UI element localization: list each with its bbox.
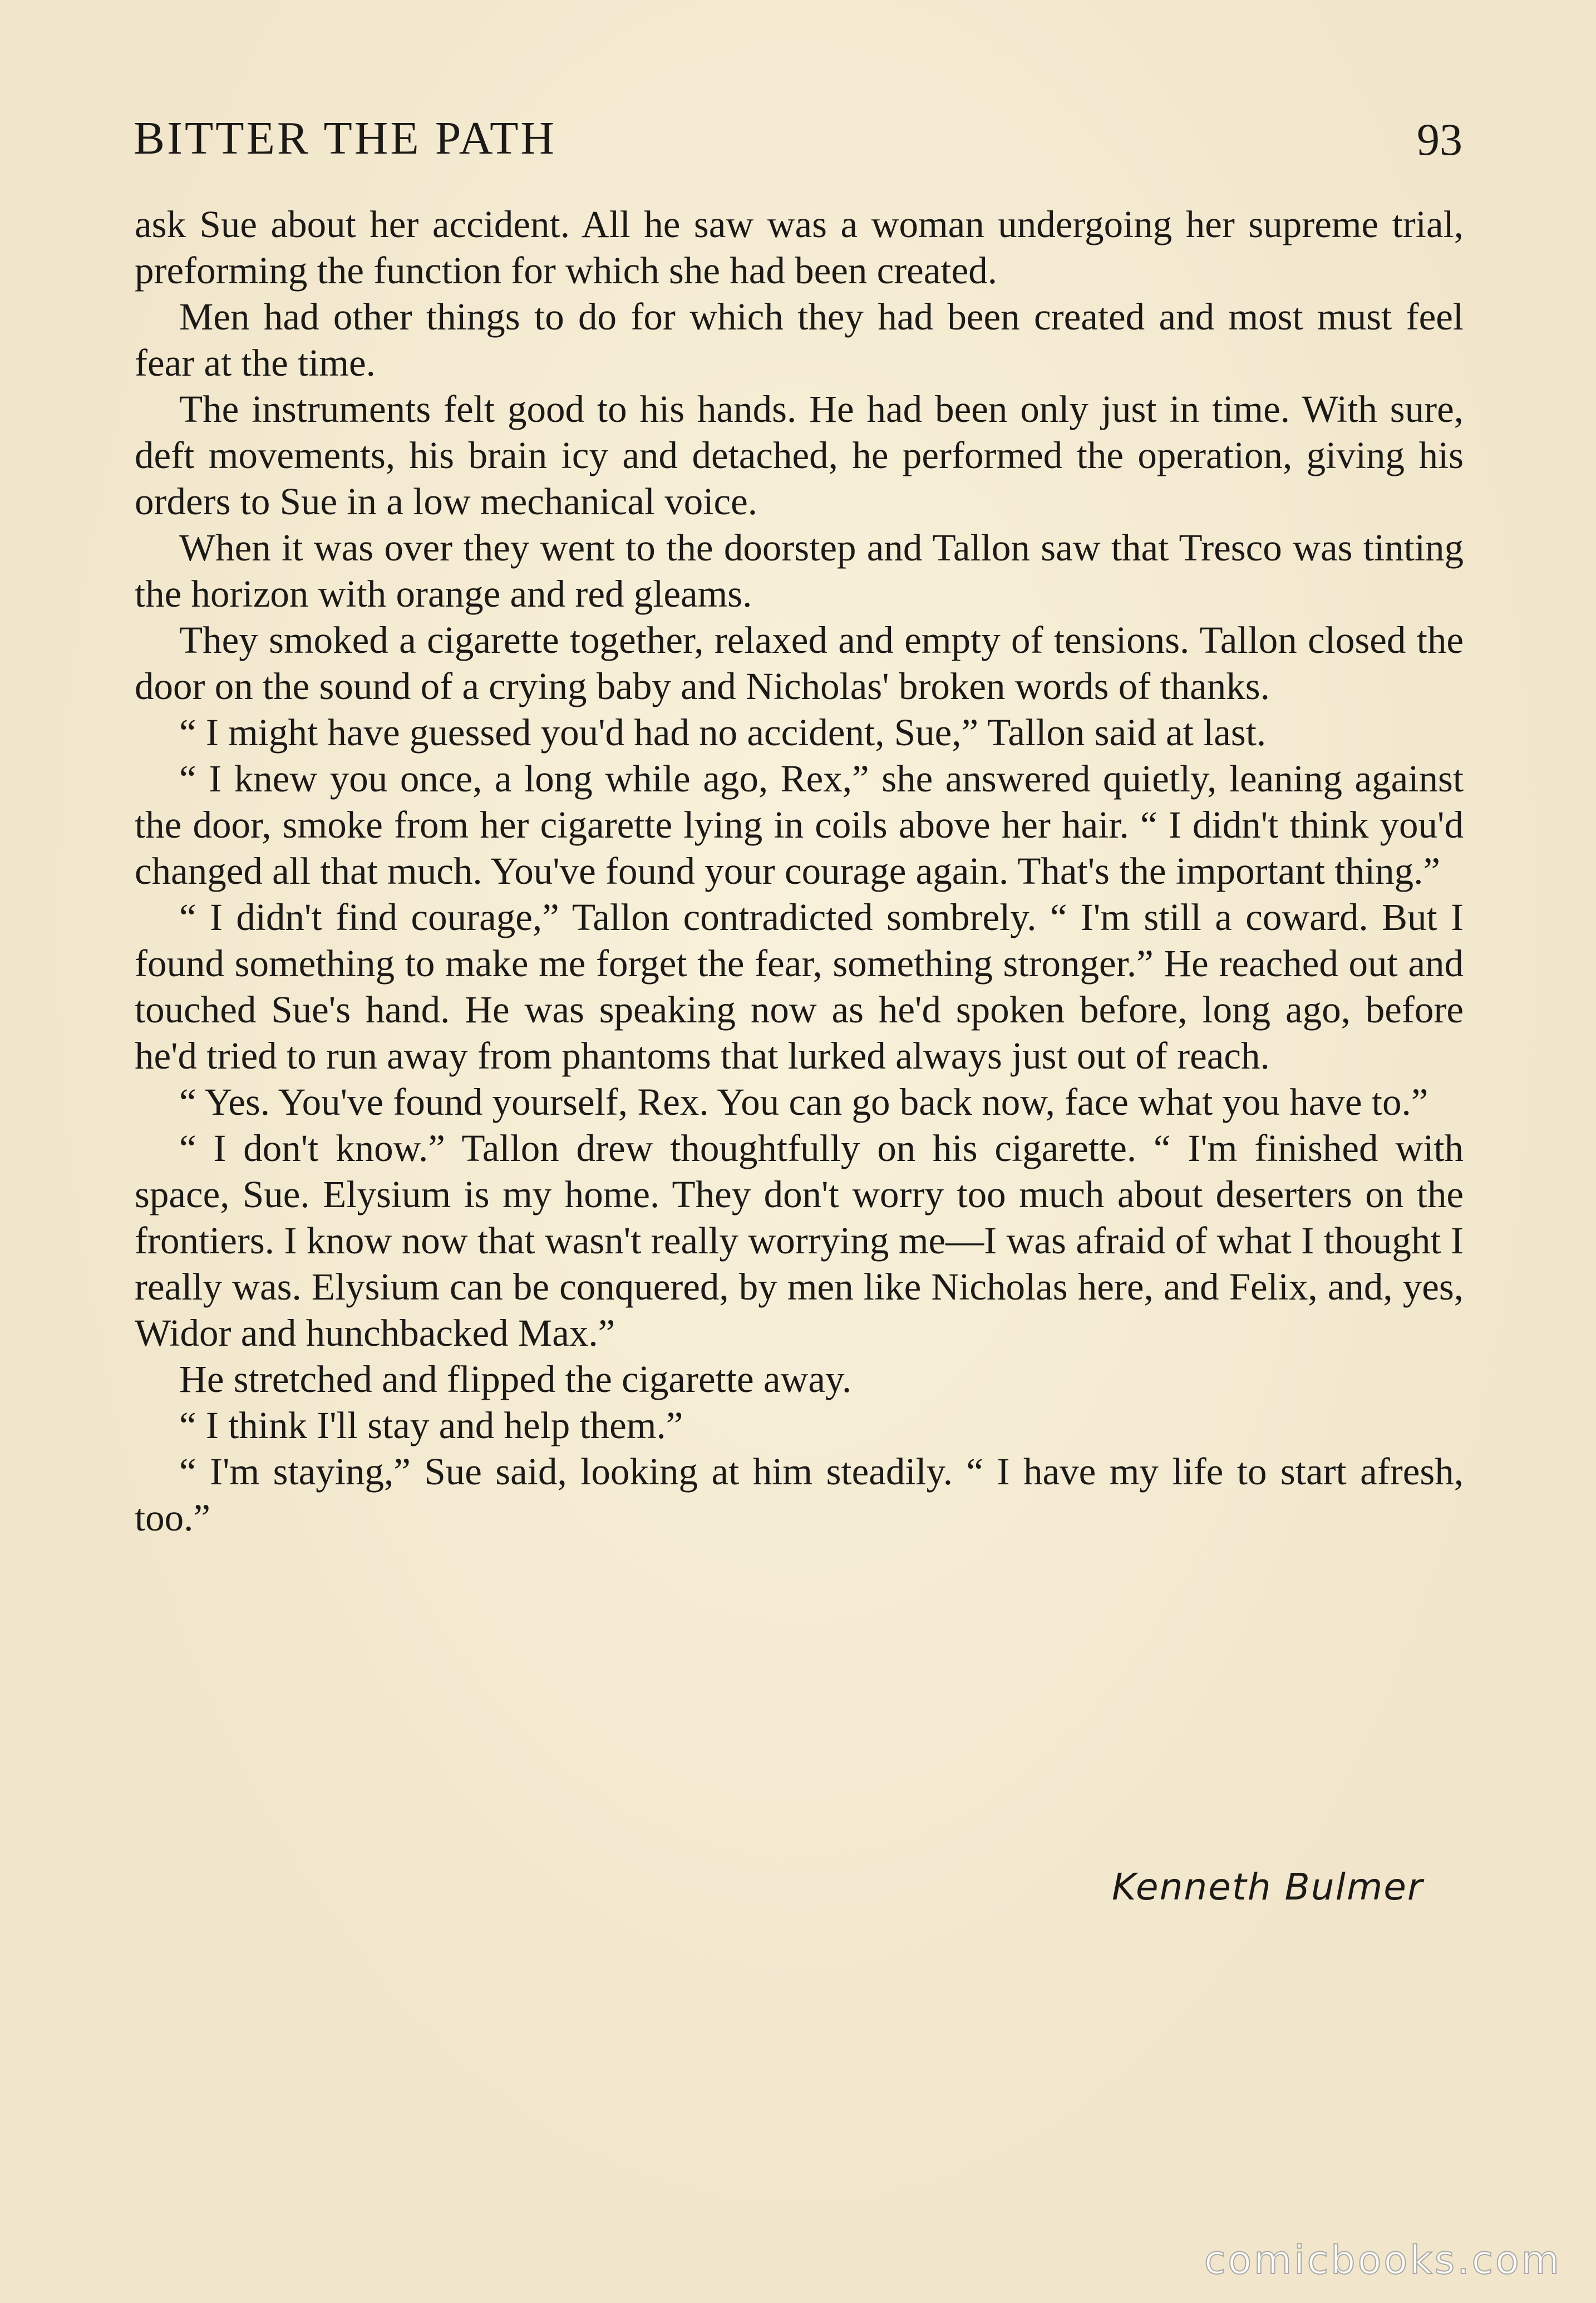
paragraph: When it was over they went to the doorstep and Tallon saw that Tresco was tinting the horizon with orange and red gleams.	[135, 526, 1464, 615]
paragraph: “ I might have guessed you'd had no accident, Sue,” Tallon said at last.	[179, 711, 1267, 754]
watermark: comicbooks.com	[1204, 2237, 1561, 2283]
page-number: 93	[1417, 114, 1462, 165]
paragraph: “ I don't know.” Tallon drew thoughtfully on his cigarette. “ I'm finished with space, Sue. Elysium is my home. They don't worry too much about deserters on the frontiers. I know now that wasn't really worrying me—I was afraid of what I thought I really was. Elysium can be conquered, by men like Nicholas here, and Felix, and, yes, Widor and hunchbacked Max.”	[135, 1127, 1464, 1354]
paragraph: “ I knew you once, a long while ago, Rex,” she answered quietly, leaning against the door, smoke from her cigarette lying in coils above her hair. “ I didn't think you'd changed all that much. You've found your courage again. That's the important thing.”	[135, 757, 1464, 892]
paragraph: “ I didn't find courage,” Tallon contradicted sombrely. “ I'm still a coward. But I found something to make me forget the fear, something stronger.” He reached out and touched Sue's hand. He was speaking now as he'd spoken before, long ago, before he'd tried to run away from phantoms that lurked always just out of reach.	[135, 896, 1464, 1077]
paragraph: The instruments felt good to his hands. He had been only just in time. With sure, deft movements, his brain icy and detached, he performed the operation, giving his orders to Sue in a low mechanical voice.	[135, 388, 1464, 523]
paragraph: Men had other things to do for which they had been created and most must feel fear at the time.	[135, 296, 1464, 384]
body-text	[135, 201, 1464, 1541]
paragraph: He stretched and flipped the cigarette away.	[179, 1358, 852, 1400]
running-head: BITTER THE PATH	[134, 112, 557, 164]
paragraph: “ I'm staying,” Sue said, looking at him steadily. “ I have my life to start afresh, too.”	[135, 1450, 1464, 1539]
author-byline: Kenneth Bulmer	[1112, 1866, 1423, 1908]
paragraph: “ I think I'll stay and help them.”	[179, 1404, 683, 1446]
paragraph: ask Sue about her accident. All he saw was a woman undergoing her supreme trial, preforming the function for which she had been created.	[135, 203, 1464, 292]
paragraph: “ Yes. You've found yourself, Rex. You can go back now, face what you have to.”	[179, 1081, 1428, 1123]
paragraph: They smoked a cigarette together, relaxed and empty of tensions. Tallon closed the door on the sound of a crying baby and Nicholas' broken words of thanks.	[135, 619, 1464, 707]
